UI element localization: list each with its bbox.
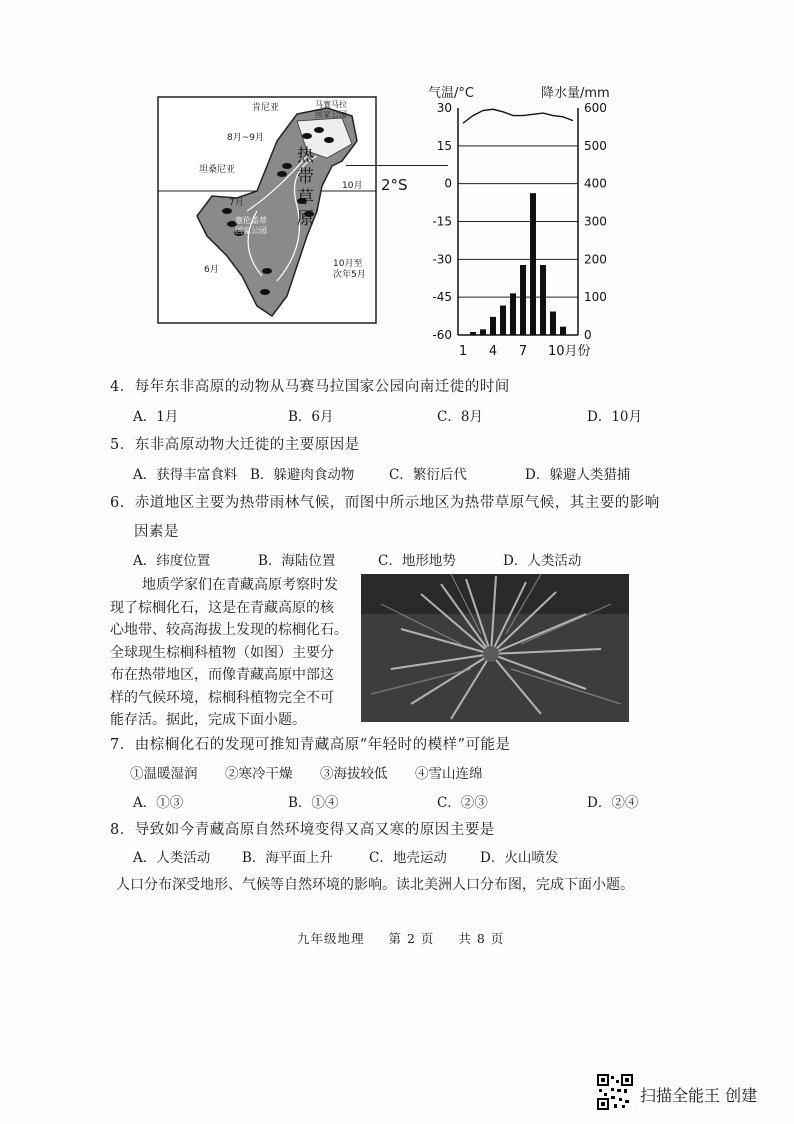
map-label-jul: 7月 bbox=[229, 198, 244, 208]
page-footer bbox=[297, 929, 504, 947]
map-label-oct: 10月 bbox=[342, 181, 363, 191]
q8-option-c[interactable]: C．地壳运动 bbox=[369, 850, 447, 866]
temp-axis-title: 气温/°C bbox=[428, 86, 474, 101]
x-tick-label: 4 bbox=[488, 344, 498, 359]
passage-line: 心地带、较高海拔上发现的棕榈化石。 bbox=[110, 622, 348, 638]
temp-tick-label: -60 bbox=[432, 328, 452, 342]
precip-tick-label: 600 bbox=[584, 101, 607, 115]
precip-axis-title: 降水量/mm bbox=[541, 86, 610, 101]
temp-tick-label: -15 bbox=[432, 214, 452, 229]
q5-option-a[interactable]: A．获得丰富食料 bbox=[133, 467, 238, 483]
precip-bar bbox=[480, 329, 486, 335]
migration-map-drawing bbox=[157, 96, 377, 324]
temperature-line bbox=[463, 109, 573, 123]
passage-line: 样的气候环境，棕榈科植物完全不可 bbox=[110, 689, 334, 706]
precip-tick-label: 400 bbox=[584, 176, 607, 191]
precip-tick-label: 300 bbox=[584, 214, 607, 229]
precip-bar bbox=[490, 317, 496, 335]
passage bbox=[110, 574, 348, 732]
precip-tick-label: 100 bbox=[584, 290, 607, 305]
palm-photo bbox=[361, 574, 629, 722]
temp-tick-label: -45 bbox=[432, 290, 452, 305]
migration-map bbox=[157, 96, 377, 324]
temp-tick-label: 30 bbox=[436, 101, 452, 115]
map-label-aug-sep: 8月~9月 bbox=[227, 133, 264, 143]
passage-line: 现了棕榈化石，这是在青藏高原的核 bbox=[110, 599, 334, 616]
q7-option-b[interactable]: B．①④ bbox=[288, 795, 339, 811]
q4-option-b[interactable]: B．6月 bbox=[288, 409, 334, 425]
q7-item-3: ③海拔较低 bbox=[320, 766, 388, 782]
q5-option-d[interactable]: D．躲避人类猎捕 bbox=[525, 467, 631, 483]
q4-option-d[interactable]: D．10月 bbox=[587, 409, 643, 425]
qr-code-icon bbox=[597, 1074, 633, 1110]
map-label-tanzania: 坦桑尼亚 bbox=[199, 165, 236, 175]
savanna-char: 原 bbox=[297, 209, 314, 229]
q5-option-b[interactable]: B．躲避肉食动物 bbox=[250, 467, 355, 483]
question-5: 5．东非高原动物大迁徙的主要原因是 bbox=[110, 437, 360, 453]
question-6-line2: 因素是 bbox=[134, 524, 179, 540]
map-label-savanna bbox=[297, 146, 314, 230]
q7-item-2: ②寒冷干燥 bbox=[225, 766, 293, 782]
precip-tick-label: 500 bbox=[584, 138, 607, 153]
passage-line: 布在热带地区，而像青藏高原中部这 bbox=[110, 667, 334, 683]
q7-option-a[interactable]: A．①③ bbox=[133, 795, 184, 811]
temp-tick-label: 15 bbox=[436, 138, 452, 153]
q6-option-c[interactable]: C．地形地势 bbox=[378, 553, 456, 569]
section-intro: 人口分布深受地形、气候等自然环境的影响。读北美洲人口分布图，完成下面小题。 bbox=[116, 877, 634, 893]
temp-tick-label: 0 bbox=[444, 176, 452, 191]
savanna-char: 带 bbox=[297, 167, 314, 187]
question-4: 4．每年东非高原的动物从马赛马拉国家公园向南迁徙的时间 bbox=[110, 379, 510, 395]
q8-option-b[interactable]: B．海平面上升 bbox=[242, 850, 333, 866]
precip-tick-label: 200 bbox=[584, 252, 607, 267]
map-label-serengeti: 塞伦盖蒂 国家公园 bbox=[235, 216, 267, 235]
climate-chart bbox=[420, 98, 607, 359]
x-tick-label: 7 bbox=[518, 344, 528, 359]
q7-item-4: ④雪山连绵 bbox=[415, 766, 483, 782]
palm-photo-drawing bbox=[361, 574, 629, 722]
map-label-masai-mara: 马赛马拉 国家公园 bbox=[315, 100, 347, 119]
question-7: 7．由棕榈化石的发现可推知青藏高原“年轻时的模样”可能是 bbox=[110, 737, 511, 753]
x-tick-label: 10月份 bbox=[548, 344, 591, 359]
q8-option-d[interactable]: D．火山喷发 bbox=[480, 850, 559, 866]
precip-bar bbox=[510, 293, 516, 335]
qr-code bbox=[597, 1074, 633, 1110]
savanna-char: 热 bbox=[297, 146, 314, 166]
q7-option-c[interactable]: C．②③ bbox=[437, 795, 488, 811]
x-tick-label: 1 bbox=[458, 344, 468, 359]
footer-total: 共 8 页 bbox=[458, 931, 505, 946]
precip-tick-label: 0 bbox=[584, 328, 592, 342]
q4-option-c[interactable]: C．8月 bbox=[437, 409, 483, 425]
passage-line: 全球现生棕榈科植物（如图）主要分 bbox=[110, 644, 334, 661]
q7-option-d[interactable]: D．②④ bbox=[587, 795, 639, 811]
latitude-label: 2°S bbox=[381, 176, 408, 194]
precip-bar bbox=[540, 265, 546, 335]
q6-option-b[interactable]: B．海陆位置 bbox=[258, 553, 336, 569]
scanner-watermark: 扫描全能王 创建 bbox=[640, 1086, 758, 1105]
footer-subject: 九年级地理 bbox=[297, 931, 365, 946]
q8-option-a[interactable]: A．人类活动 bbox=[133, 850, 211, 866]
precip-bar bbox=[470, 332, 476, 335]
temp-tick-label: -30 bbox=[432, 252, 452, 267]
map-label-jun: 6月 bbox=[204, 265, 219, 275]
q6-option-d[interactable]: D．人类活动 bbox=[503, 553, 582, 569]
question-8: 8．导致如今青藏高原自然环境变得又高又寒的原因主要是 bbox=[110, 822, 495, 838]
map-label-oct-may: 10月至 次年5月 bbox=[333, 259, 366, 280]
question-6-line1: 6．赤道地区主要为热带雨林气候，而图中所示地区为热带草原气候，其主要的影响 bbox=[110, 495, 660, 511]
precip-bar bbox=[550, 312, 556, 335]
savanna-char: 草 bbox=[297, 188, 314, 208]
q4-option-a[interactable]: A．1月 bbox=[133, 409, 179, 425]
map-label-kenya: 肯尼亚 bbox=[252, 103, 280, 113]
passage-line: 能存活。据此，完成下面小题。 bbox=[110, 712, 306, 728]
precip-bar bbox=[500, 305, 506, 335]
q5-option-c[interactable]: C．繁衍后代 bbox=[389, 467, 467, 483]
precip-bar bbox=[560, 327, 566, 335]
precip-bar bbox=[520, 265, 526, 335]
q7-item-1: ①温暖湿润 bbox=[130, 766, 198, 782]
passage-line: 地质学家们在青藏高原考察时发 bbox=[142, 577, 338, 593]
precip-bar bbox=[530, 193, 536, 335]
q6-option-a[interactable]: A．纬度位置 bbox=[133, 553, 211, 569]
footer-page: 第 2 页 bbox=[388, 931, 435, 946]
